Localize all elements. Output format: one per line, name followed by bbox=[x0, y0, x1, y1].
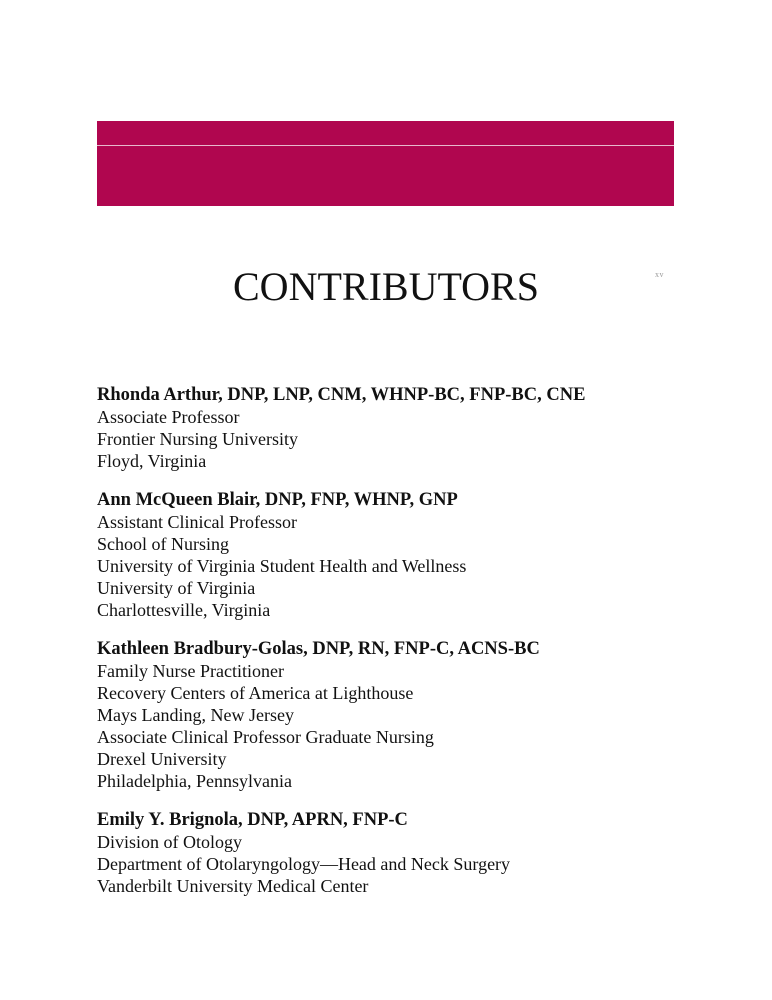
contributor-detail: Associate Professor bbox=[97, 407, 240, 427]
contributor-detail: School of Nursing bbox=[97, 534, 229, 554]
contributor-name: Rhonda Arthur, DNP, LNP, CNM, WHNP-BC, FNP-BC, CNE bbox=[97, 385, 586, 405]
page-title: CONTRIBUTORS bbox=[233, 264, 539, 309]
contributor-detail: Charlottesville, Virginia bbox=[97, 600, 271, 620]
contributor-detail: Vanderbilt University Medical Center bbox=[97, 876, 369, 896]
contributor-detail: Family Nurse Practitioner bbox=[97, 661, 284, 681]
contributor-detail: Drexel University bbox=[97, 749, 227, 769]
contributor-detail: Associate Clinical Professor Graduate Nursing bbox=[97, 727, 434, 747]
contributor-entry bbox=[97, 489, 717, 621]
contributor-detail: Philadelphia, Pennsylvania bbox=[97, 771, 292, 791]
contributor-entry bbox=[97, 384, 717, 472]
page-number: xv bbox=[655, 270, 664, 279]
contributor-name: Kathleen Bradbury-Golas, DNP, RN, FNP-C, ACNS-BC bbox=[97, 639, 540, 659]
contributor-entry bbox=[97, 809, 717, 897]
contributors-list bbox=[97, 384, 717, 914]
contributor-name: Ann McQueen Blair, DNP, FNP, WHNP, GNP bbox=[97, 490, 458, 510]
contributor-name: Emily Y. Brignola, DNP, APRN, FNP-C bbox=[97, 810, 408, 830]
banner-rule bbox=[97, 145, 674, 146]
header-banner bbox=[97, 121, 674, 206]
contributor-detail: Mays Landing, New Jersey bbox=[97, 705, 294, 725]
contributor-detail: Department of Otolaryngology—Head and Neck Surgery bbox=[97, 854, 511, 874]
contributor-entry bbox=[97, 638, 717, 792]
contributor-detail: Frontier Nursing University bbox=[97, 429, 298, 449]
contributor-detail: Recovery Centers of America at Lighthouse bbox=[97, 683, 414, 703]
contributor-detail: University of Virginia Student Health and Wellness bbox=[97, 556, 467, 576]
contributor-detail: Division of Otology bbox=[97, 832, 243, 852]
contributor-detail: Assistant Clinical Professor bbox=[97, 512, 297, 532]
contributor-detail: University of Virginia bbox=[97, 578, 256, 598]
contributor-detail: Floyd, Virginia bbox=[97, 451, 207, 471]
